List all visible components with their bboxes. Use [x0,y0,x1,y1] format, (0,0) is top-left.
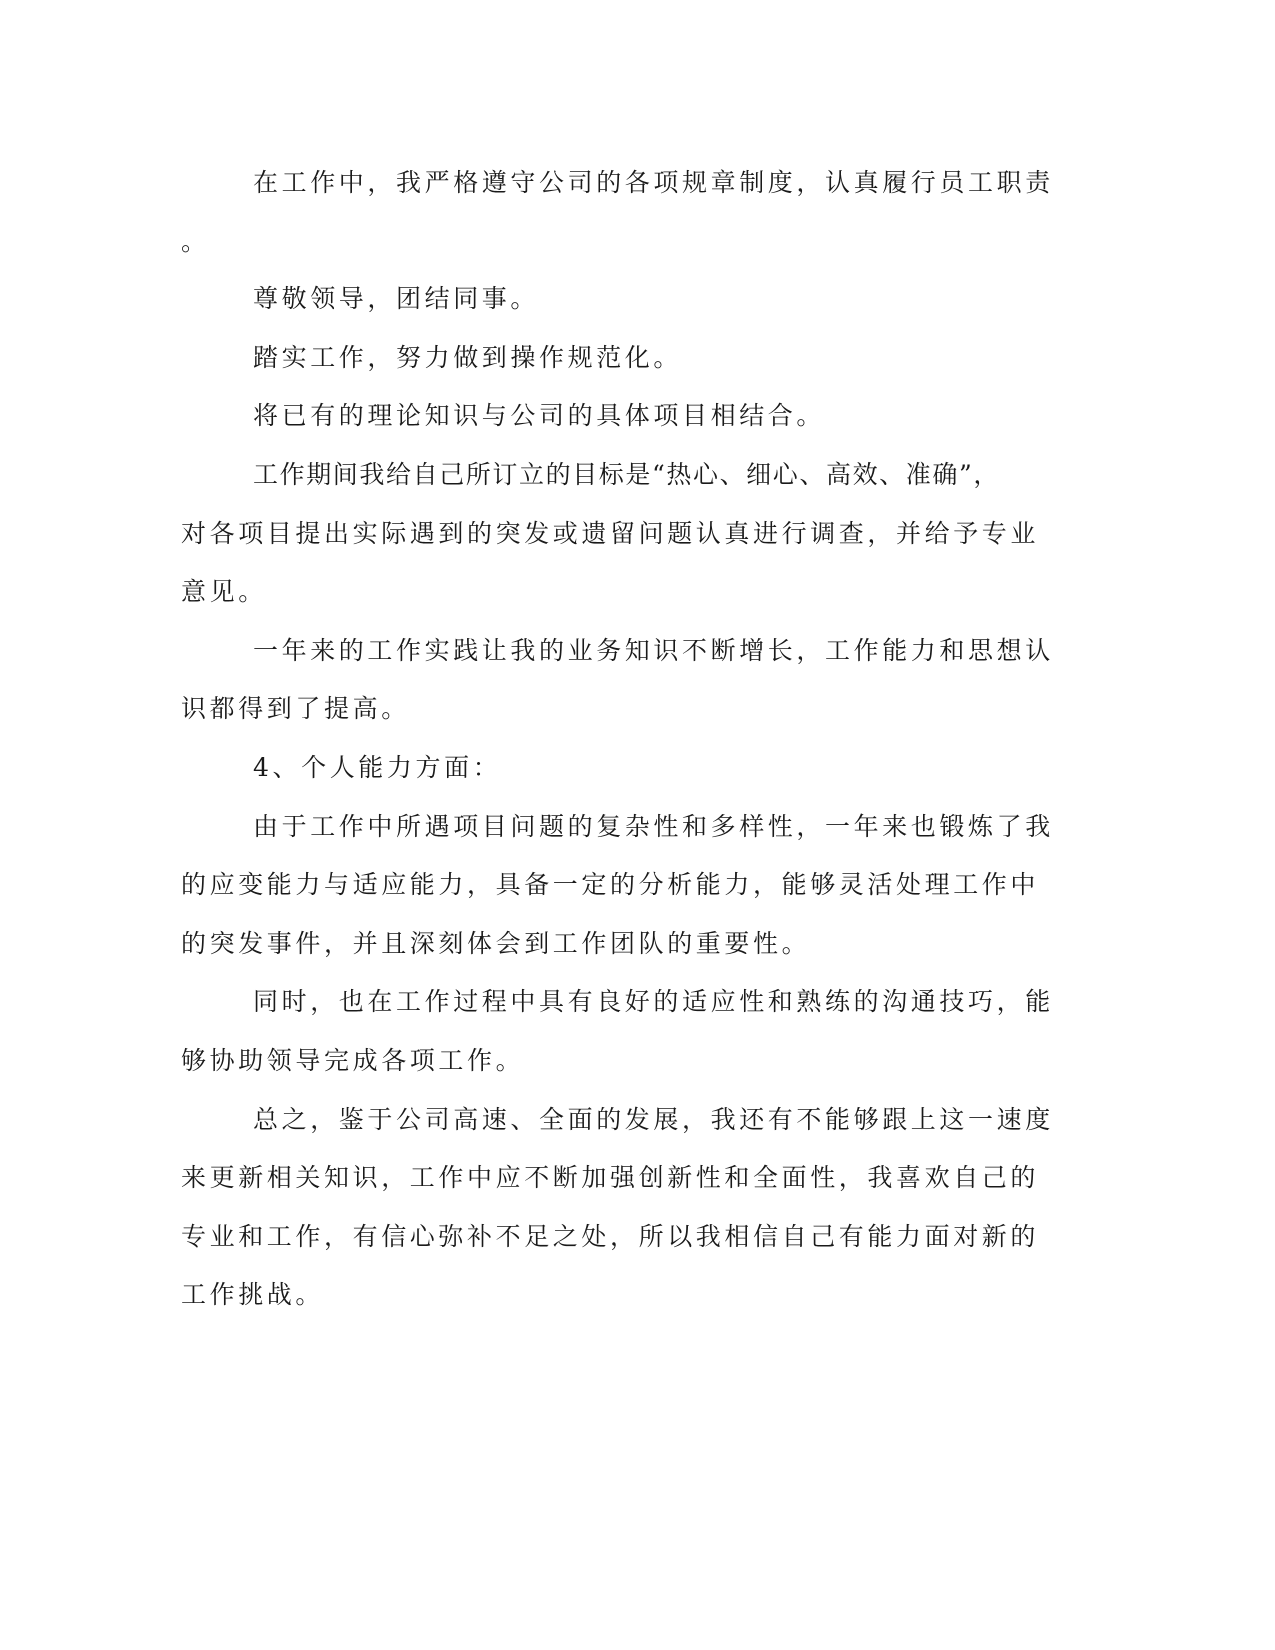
paragraph-line: 工作期间我给自己所订立的目标是“热心、细心、高效、准确”， [253,460,1000,489]
paragraph-line: 在工作中，我严格遵守公司的各项规章制度，认真履行员工职责 [253,168,1054,197]
paragraph-line: 的突发事件，并且深刻体会到工作团队的重要性。 [181,929,811,958]
paragraph-line: 尊敬领导，团结同事。 [253,284,540,313]
paragraph-line: 同时，也在工作过程中具有良好的适应性和熟练的沟通技巧，能 [253,987,1054,1016]
paragraph-line: 。 [181,227,210,256]
paragraph-line: 对各项目提出实际遇到的突发或遗留问题认真进行调查，并给予专业 [181,519,1040,548]
section-heading: 4、个人能力方面： [253,753,502,782]
paragraph-line: 一年来的工作实践让我的业务知识不断增长，工作能力和思想认 [253,636,1054,665]
paragraph-line: 够协助领导完成各项工作。 [181,1046,525,1075]
paragraph-line: 总之，鉴于公司高速、全面的发展，我还有不能够跟上这一速度 [253,1105,1054,1134]
paragraph-line: 来更新相关知识，工作中应不断加强创新性和全面性，我喜欢自己的 [181,1163,1040,1192]
paragraph-line: 踏实工作，努力做到操作规范化。 [253,343,683,372]
paragraph-line: 意见。 [181,577,267,606]
paragraph-line: 工作挑战。 [181,1280,325,1309]
paragraph-line: 专业和工作，有信心弥补不足之处，所以我相信自己有能力面对新的 [181,1222,1040,1251]
paragraph-line: 将已有的理论知识与公司的具体项目相结合。 [253,401,826,430]
paragraph-line: 识都得到了提高。 [181,694,410,723]
paragraph-line: 由于工作中所遇项目问题的复杂性和多样性，一年来也锻炼了我 [253,812,1054,841]
paragraph-line: 的应变能力与适应能力，具备一定的分析能力，能够灵活处理工作中 [181,870,1040,899]
